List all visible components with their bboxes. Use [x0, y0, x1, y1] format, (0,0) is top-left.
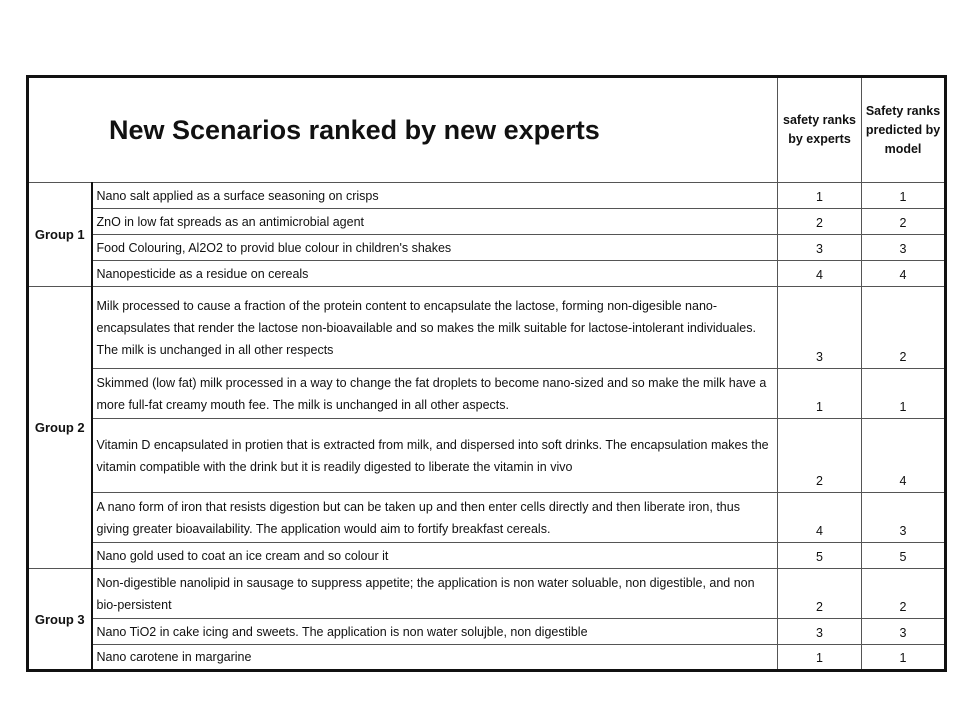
header-model: Safety ranks predicted by model	[862, 77, 946, 183]
header-experts: safety ranks by experts	[778, 77, 862, 183]
group-label: Group 1	[28, 183, 92, 287]
scenario-description: Food Colouring, Al2O2 to provid blue colour in children's shakes	[92, 235, 778, 261]
scenario-description: Milk processed to cause a fraction of the protein content to encapsulate the lactose, forming non-digesible nano-encapsulates that render the lactose non-bioavailable and so makes the milk suitable for lactose-intolerant individuales. The milk is unchanged in all other respects	[92, 287, 778, 369]
expert-rank: 4	[778, 493, 862, 543]
model-rank: 5	[862, 543, 946, 569]
scenario-description: A nano form of iron that resists digestion but can be taken up and then enter cells directly and then liberate iron, thus giving greater bioavailability. The application would aim to fortify breakfast cereals.	[92, 493, 778, 543]
model-rank: 3	[862, 619, 946, 645]
table-row	[28, 645, 946, 671]
model-rank: 1	[862, 183, 946, 209]
table-row	[28, 209, 946, 235]
model-rank: 4	[862, 261, 946, 287]
table-row	[28, 493, 946, 543]
expert-rank: 4	[778, 261, 862, 287]
model-rank: 1	[862, 369, 946, 419]
rankings-table	[26, 75, 947, 672]
expert-rank: 3	[778, 619, 862, 645]
table-row	[28, 619, 946, 645]
expert-rank: 1	[778, 645, 862, 671]
model-rank: 2	[862, 209, 946, 235]
scenario-description: Skimmed (low fat) milk processed in a way to change the fat droplets to become nano-sized and so make the milk have a more full-fat creamy mouth fee. The milk is unchanged in all other aspects.	[92, 369, 778, 419]
scenario-description: Nano TiO2 in cake icing and sweets. The application is non water solujble, non digestible	[92, 619, 778, 645]
expert-rank: 5	[778, 543, 862, 569]
table-row	[28, 235, 946, 261]
table-row	[28, 419, 946, 493]
scenario-description: Nano carotene in margarine	[92, 645, 778, 671]
model-rank: 1	[862, 645, 946, 671]
table-row	[28, 543, 946, 569]
table-row	[28, 261, 946, 287]
group-label: Group 3	[28, 569, 92, 671]
model-rank: 3	[862, 493, 946, 543]
expert-rank: 1	[778, 369, 862, 419]
model-rank: 3	[862, 235, 946, 261]
expert-rank: 2	[778, 209, 862, 235]
table-row	[28, 287, 946, 369]
model-rank: 2	[862, 569, 946, 619]
expert-rank: 2	[778, 419, 862, 493]
table-row	[28, 369, 946, 419]
expert-rank: 2	[778, 569, 862, 619]
scenario-description: Nano gold used to coat an ice cream and so colour it	[92, 543, 778, 569]
table-title: New Scenarios ranked by new experts	[28, 77, 778, 183]
model-rank: 2	[862, 287, 946, 369]
table-row	[28, 569, 946, 619]
scenario-description: Nano salt applied as a surface seasoning on crisps	[92, 183, 778, 209]
table-row	[28, 183, 946, 209]
group-label: Group 2	[28, 287, 92, 569]
scenario-description: Non-digestible nanolipid in sausage to suppress appetite; the application is non water soluable, non digestible, and non bio-persistent	[92, 569, 778, 619]
scenario-description: Nanopesticide as a residue on cereals	[92, 261, 778, 287]
expert-rank: 3	[778, 287, 862, 369]
header-row	[28, 77, 946, 183]
expert-rank: 3	[778, 235, 862, 261]
scenario-description: Vitamin D encapsulated in protien that is extracted from milk, and dispersed into soft drinks. The encapsulation makes the vitamin compatible with the drink but it is readily digested to liberate the vitamin in vivo	[92, 419, 778, 493]
scenario-description: ZnO in low fat spreads as an antimicrobial agent	[92, 209, 778, 235]
expert-rank: 1	[778, 183, 862, 209]
model-rank: 4	[862, 419, 946, 493]
